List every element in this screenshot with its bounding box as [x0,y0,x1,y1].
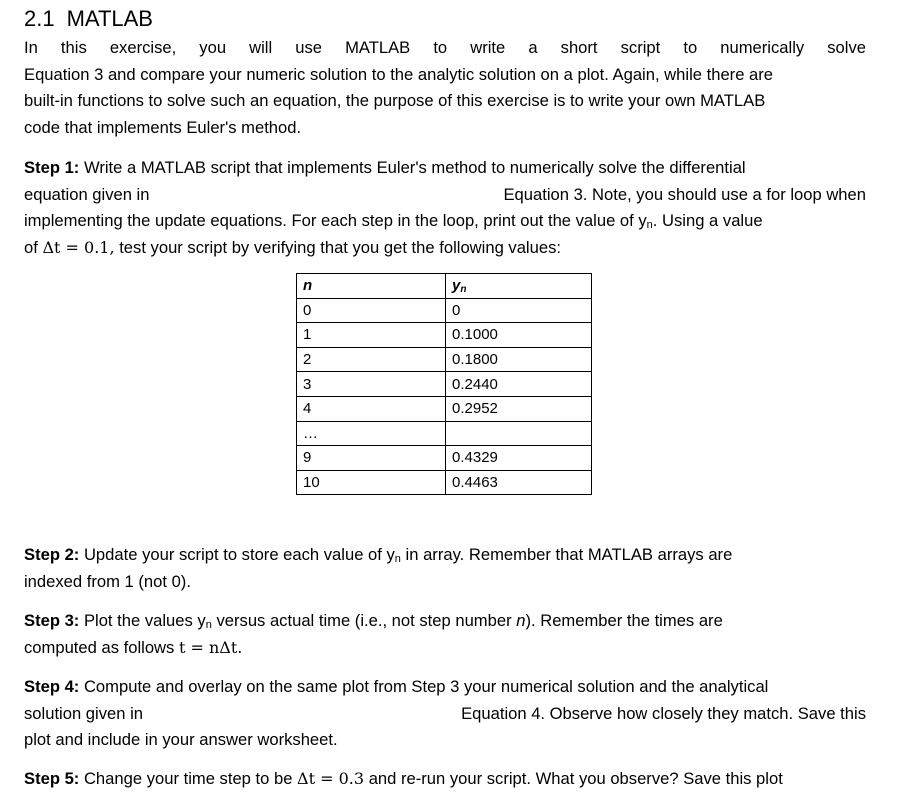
cell-yn: 0 [446,298,592,323]
cell-yn: 0.4329 [446,446,592,471]
step-5-label: Step 5: [24,769,80,788]
step-4-line-1 [24,674,866,701]
step-2-subscript: n [394,553,401,565]
cell-n: 10 [297,470,446,495]
step-4-paragraph [24,674,866,754]
step-1-math: Δt = 0.1, [42,237,115,257]
step-3-line-2 [24,635,866,662]
step-1-label: Step 1: [24,158,80,177]
intro-paragraph [24,35,866,141]
cell-n: 2 [297,347,446,372]
step-4-line-2 [24,701,866,728]
step-1-subscript: n [646,219,653,232]
table-body [297,298,592,495]
cell-yn [446,421,592,446]
step-5-line-1 [24,766,866,793]
step-4-text-1: Compute and overlay on the same plot from Step 3 your numerical solution and the analytical [83,677,769,696]
step-2-label: Step 2: [24,545,80,564]
step-1-text-4b: test your script by verifying that you get the following values: [119,237,561,257]
table-row [297,396,592,421]
values-table [296,273,592,495]
step-3-text-1a: Plot the values y [83,611,206,630]
step-3-line-1 [24,608,866,635]
cell-n: 1 [297,323,446,348]
step-1-text-3a: implementing the update equations. For each step in the loop, print out the value of y [24,211,647,231]
step-3-math: t = nΔt. [178,637,243,657]
step-1-line-2 [24,182,866,209]
step-3-paragraph [24,608,866,661]
cell-n: 0 [297,298,446,323]
section-number: 2.1 [24,6,55,31]
table-row [297,347,592,372]
step-3-subscript: n [205,619,212,631]
step-3-italic-n: n [516,611,526,630]
step-5-math: Δt = 0.3 [297,769,365,788]
header-n: n [297,274,446,299]
step-1-line-4 [24,235,866,262]
step-2-text-1b: in array. Remember that MATLAB arrays are [405,545,733,564]
cell-yn: 0.4463 [446,470,592,495]
step-1-text-4a: of [24,237,38,257]
step-3-text-2a: computed as follows [24,637,175,657]
step-1-text-2a: equation given in [24,184,150,204]
cell-yn: 0.2952 [446,396,592,421]
step-3-text-1b: versus actual time (i.e., not step number [216,611,512,630]
step-1-paragraph [24,155,866,261]
step-3-text-1c: ). Remember the times are [525,611,723,630]
step-4-text-2a: solution given in [24,703,144,723]
step-4-text-2b: Equation 4. Observe how closely they match. Save this [461,703,866,723]
cell-n: 9 [297,446,446,471]
table-row [297,298,592,323]
cell-yn: 0.1000 [446,323,592,348]
header-yn [446,274,592,299]
step-2-text-1a: Update your script to store each value of y [83,545,395,564]
table-header-row [297,274,592,299]
step-1-text-1: Write a MATLAB script that implements Euler's method to numerically solve the differential [83,158,746,177]
intro-line-3: built-in functions to solve such an equation, the purpose of this exercise is to write your own MATLAB [24,91,766,111]
step-3-label: Step 3: [24,611,80,630]
header-y-text: y [452,277,461,295]
cell-n: 4 [297,396,446,421]
step-4-line-3: plot and include in your answer worksheet. [24,730,338,750]
intro-line-1: In this exercise, you will use MATLAB to write a short script to numerically solve [24,38,866,57]
intro-line-4: code that implements Euler's method. [24,117,302,137]
table-row [297,446,592,471]
section-title: MATLAB [66,6,153,31]
step-4-label: Step 4: [24,677,80,696]
cell-n: … [297,421,446,446]
cell-yn: 0.2440 [446,372,592,397]
cell-n: 3 [297,372,446,397]
step-2-line-1 [24,542,866,569]
header-y-subscript: n [460,284,467,296]
table-row [297,470,592,495]
step-5-paragraph [24,766,866,793]
intro-line-2: Equation 3 and compare your numeric solution to the analytic solution on a plot. Again, while there are [24,64,774,84]
step-5-text-1a: Change your time step to be [83,769,293,788]
step-2-line-2: indexed from 1 (not 0). [24,571,191,591]
table-row [297,372,592,397]
cell-yn: 0.1800 [446,347,592,372]
step-1-line-3 [24,208,866,235]
table-row [297,421,592,446]
step-1-text-3b: . Using a value [652,211,763,231]
step-1-text-2b: Equation 3. Note, you should use a for loop when [503,184,866,204]
step-2-paragraph [24,542,866,595]
step-1-line-1 [24,155,866,182]
table-row [297,323,592,348]
section-heading [24,6,153,32]
step-5-text-1b: and re-run your script. What you observe? Save this plot [368,769,783,788]
